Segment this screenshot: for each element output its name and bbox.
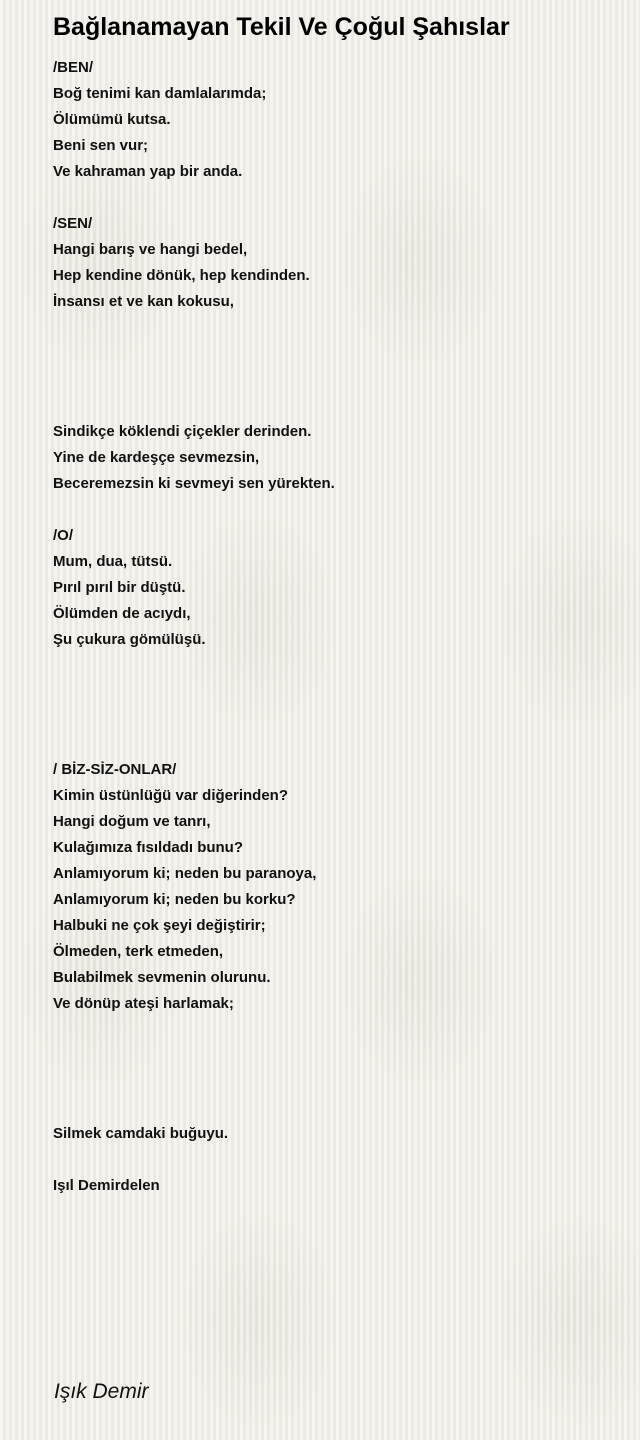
poem-line: Işıl Demirdelen (53, 1177, 160, 1194)
poem-line: / BİZ-SİZ-ONLAR/ (53, 761, 177, 778)
poem-line: Şu çukura gömülüşü. (53, 631, 206, 648)
poem-line: Hangi barış ve hangi bedel, (53, 241, 248, 258)
poem-blank-line (53, 1095, 335, 1121)
poem-line: Kulağımıza fısıldadı bunu? (53, 839, 244, 856)
poem-blank-line (53, 497, 335, 523)
poem-line: Ölümümü kutsa. (53, 111, 171, 128)
poem-line: Yine de kardeşçe sevmezsin, (53, 449, 260, 466)
poem-blank-line (53, 315, 335, 341)
poem-line: Bulabilmek sevmenin olurunu. (53, 969, 271, 986)
poem-blank-line (53, 1043, 335, 1069)
poem-line: Anlamıyorum ki; neden bu paranoya, (53, 865, 317, 882)
poem-blank-line (53, 1069, 335, 1095)
poem-line: /SEN/ (53, 215, 93, 232)
poem-blank-line (53, 731, 335, 757)
poem-line: Sindikçe köklendi çiçekler derinden. (53, 423, 312, 440)
poem-line: Halbuki ne çok şeyi değiştirir; (53, 917, 266, 934)
author-signature: Işık Demir (54, 1380, 149, 1403)
poem-line: Anlamıyorum ki; neden bu korku? (53, 891, 296, 908)
poem-line: Beceremezsin ki sevmeyi sen yürekten. (53, 475, 335, 492)
poem-line: Kimin üstünlüğü var diğerinden? (53, 787, 289, 804)
poem-line: /O/ (53, 527, 74, 544)
poem-blank-line (53, 341, 335, 367)
poem-blank-line (53, 705, 335, 731)
poem-blank-line (53, 1147, 335, 1173)
poem-line: /BEN/ (53, 59, 94, 76)
poem-blank-line (53, 393, 335, 419)
poem-title: Bağlanamayan Tekil Ve Çoğul Şahıslar (53, 13, 510, 41)
poem-blank-line (53, 185, 335, 211)
poem-blank-line (53, 367, 335, 393)
poem-line: Ve kahraman yap bir anda. (53, 163, 243, 180)
poem-line: Ve dönüp ateşi harlamak; (53, 995, 234, 1012)
poem-body (53, 55, 335, 1199)
poem-line: Mum, dua, tütsü. (53, 553, 173, 570)
poem-line: Boğ tenimi kan damlalarımda; (53, 85, 267, 102)
poem-blank-line (53, 679, 335, 705)
poem-blank-line (53, 1017, 335, 1043)
poem-line: Beni sen vur; (53, 137, 149, 154)
poem-line: Ölümden de acıydı, (53, 605, 191, 622)
poem-line: Silmek camdaki buğuyu. (53, 1125, 229, 1142)
poem-line: Hep kendine dönük, hep kendinden. (53, 267, 310, 284)
poem-line: Hangi doğum ve tanrı, (53, 813, 211, 830)
poem-line: İnsansı et ve kan kokusu, (53, 293, 234, 310)
poem-blank-line (53, 653, 335, 679)
poem-line: Ölmeden, terk etmeden, (53, 943, 224, 960)
poem-line: Pırıl pırıl bir düştü. (53, 579, 186, 596)
